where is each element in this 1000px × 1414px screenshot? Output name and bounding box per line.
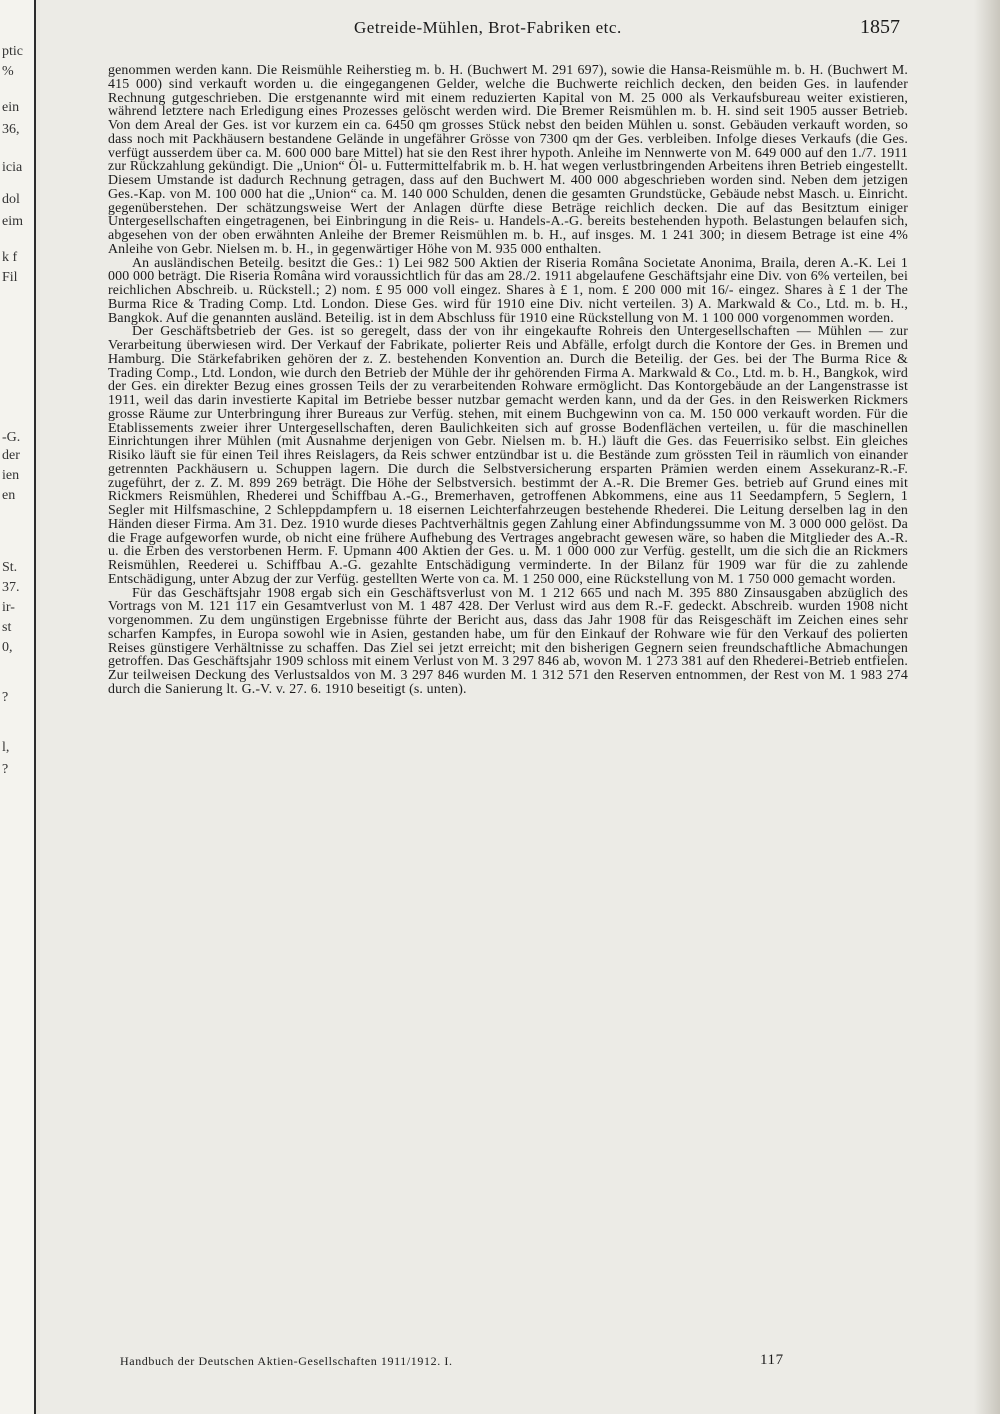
page-number: 1857 <box>860 16 900 38</box>
paragraph: genommen werden kann. Die Reismühle Reiherstieg m. b. H. (Buchwert M. 291 697), sowie die Hansa-Reismühle m. b. H. (Buchwert M. 415 000) sind verkauft worden u. die eingegangenen Gelder, welche die Buchwerte reichlich decken, den beiden Ges. in laufender Rechnung gutgeschrieben. Die erstgenannte wird mit einem reduzierten Kapital von M. 25 000 als Verkaufsbureau weiter existieren, während letztere nach Erledigung eines Prozesses gelöscht werden wird. Die Bremer Reismühlen m. b. H. sind seit 1905 ausser Betrieb. Von dem Areal der Ges. ist vor kurzem ein ca. 6450 qm grosses Stück nebst den beiden Mühlen u. sonst. Gebäuden verkauft worden, so dass noch mit Packhäusern bestandene Gelände in ungefährer Grösse von 7300 qm der Ges. verbleiben. Infolge dieses Verkaufs (die Ges. verfügt ausserdem über ca. M. 600 000 bare Mittel) hat sie den Rest ihrer hypoth. Anleihe im Nennwerte von M. 649 000 auf den 1./7. 1911 zur Rückzahlung gekündigt. Die „Union“ Öl- u. Futtermittelfabrik m. b. H. hat wegen verlustbringenden Arbeitens ihren Betrieb eingestellt. Diesem Umstande ist dadurch Rechnung getragen, dass auf den Buchwert M. 400 000 abgeschrieben worden sind. Neben dem jetzigen Ges.-Kap. von M. 100 000 hat die „Union“ ca. M. 140 000 Schulden, denen die gesamten Grundstücke, Gebäude nebst Masch. u. Einricht. gegenüberstehen. Der schätzungsweise Wert der Anlagen dürfte diese Beträge reichlich decken. Die auf das Besitztum einiger Untergesellschaften eingetragenen, bei Einbringung in die Reis- u. Handels-A.-G. bereits bestehenden hypoth. Belastungen belaufen sich, abgesehen von der oben erwähnten Anleihe der Bremer Reismühlen m. b. H., auf insges. M. 1 241 300; in diesem Betrage ist eine 4% Anleihe von Gebr. Nielsen m. b. H., in gegenwärtiger Höhe von M. 935 000 enthalten. <box>108 63 908 257</box>
margin-fragment: ? <box>2 762 9 777</box>
body-text <box>108 64 908 697</box>
margin-fragment: der <box>2 448 20 463</box>
margin-fragment: ir- <box>2 600 15 615</box>
margin-fragment: eim <box>2 214 23 229</box>
margin-fragment: 37. <box>2 580 20 595</box>
margin-fragment: ien <box>2 468 20 483</box>
document-page <box>40 0 980 1414</box>
paragraph: Für das Geschäftsjahr 1908 ergab sich ein Geschäftsverlust von M. 1 212 665 und nach M. 395 880 Zinsausgaben abzüglich des Vortrags von M. 121 117 ein Gesamtverlust von M. 1 487 428. Der Verlust wird aus dem R.-F. gedeckt. Abschreib. wurden 1908 nicht vorgenommen. Zu dem ungünstigen Ergebnisse führte der Bericht aus, dass das Jahr 1908 für das Reisgeschäft im Zeichen eines sehr scharfen Kampfes, in Europa sowohl wie in Asien, gestanden habe, um für den Einkauf der Rohware wie für den Verkauf des polierten Reises günstigere Verhältnisse zu schaffen. Das Ziel sei jetzt erreicht; mit den bisherigen Gegnern seien freundschaftliche Abmachungen getroffen. Das Geschäftsjahr 1909 schloss mit einem Verlust von M. 3 297 846 ab, wovon M. 1 273 381 auf den Rhederei-Betrieb entfielen. Zur teilweisen Deckung des Verlustsaldos von M. 3 297 846 wurden M. 1 312 571 den Reserven entnommen, der Rest von M. 1 983 274 durch die Sanierung lt. G.-V. v. 27. 6. 1910 beseitigt (s. unten). <box>108 585 908 697</box>
margin-fragment: st <box>2 620 12 635</box>
margin-fragment: 0, <box>2 640 13 655</box>
margin-fragment: ptic <box>2 44 23 59</box>
margin-fragment: % <box>2 64 14 79</box>
page-footer <box>120 1354 840 1369</box>
margin-fragment: St. <box>2 560 18 575</box>
margin-fragment: en <box>2 488 16 503</box>
margin-fragment: -G. <box>2 430 21 445</box>
adjacent-page-margin <box>0 0 36 1414</box>
paragraph: Der Geschäftsbetrieb der Ges. ist so geregelt, dass der von ihr eingekaufte Rohreis den Untergesellschaften — Mühlen — zur Verarbeitung überwiesen wird. Der Verkauf der Fabrikate, polierter Reis und Abfälle, erfolgt durch die Kontore der Ges. in Bremen und Hamburg. Die Stärkefabriken gehören der z. Z. bestehenden Konvention an. Durch die Beteilig. der Ges. bei der The Burma Rice & Trading Comp., Ltd. London, wie durch den Betrieb der Mühle der ihr gehörenden Firma A. Markwald & Co., Ltd. m. b. H., Bangkok, wird der Ges. ein direkter Bezug eines grossen Teils der zu verarbeitenden Rohware ermöglicht. Das Kontorgebäude an der Langenstrasse ist 1911, weil das darin investierte Kapital im Betriebe besser nutzbar gemacht werden kann, und da der Ges. in den Reiswerken Rickmers grosse Räume zur Unterbringung ihrer Bureaus zur Verfüg. stehen, mit einem Buchgewinn von ca. M. 150 000 verkauft worden. Für die Etablissements zweier ihrer Untergesellschaften, deren Baulichkeiten sich auf grosse Bodenflächen verteilen, u. für die maschinellen Einrichtungen ihrer Mühlen (mit Ausnahme derjenigen von Gebr. Nielsen m. b. H.) läuft die Ges. das Feuerrisiko selbst. Ein gleiches Risiko läuft sie für einen Teil ihres Reislagers, da Reis schwer entzündbar ist u. die Bestände zum grössten Teil in räumlich von einander getrennten Packhäusern u. Schuppen lagern. Die durch die Selbstversicherung ersparten Prämien werden einem Assekuranz-R.-F. zugeführt, der z. Z. M. 899 269 beträgt. Die Höhe der Selbstversich. bestimmt der A.-R. Die Bremer Ges. betrieb auf Grund eines mit Rickmers Reismühlen, Rhederei und Schiffbau A.-G., Bremerhaven, getroffenen Abkommens, eine aus 11 Seedampfern, 5 Seglern, 1 Segler mit Hilfsmaschine, 2 Schleppdampfern u. 18 eisernen Leichterfahrzeugen bestehende Rhederei. Die Leitung derselben lag in den Händen dieser Firma. Am 31. Dez. 1910 wurde dieses Pachtverhältnis gegen Zahlung einer Abfindungssumme von M. 3 000 000 gelöst. Da die Frage aufgeworfen wurde, ob nicht eine frühere Aufhebung des Vertrages angebracht gewesen wäre, so haben die Mitglieder des A.-R. u. die Erben des verstorbenen Herm. F. Upmann 400 Aktien der Ges. u. M. 1 000 000 zur Verfüg. gestellt, um die sich die an Rickmers Reismühlen, Reederei u. Schiffbau A.-G. gezahlte Entschädigung verminderte. In der Bilanz für 1909 war für die zu zahlende Entschädigung, unter Abzug der zur Verfüg. gestellten Werte von ca. M. 1 250 000, eine Rückstellung von M. 1 750 000 gemacht worden. <box>108 324 908 587</box>
running-head: Getreide-Mühlen, Brot-Fabriken etc. <box>354 18 622 37</box>
footer-folio: 117 <box>760 1352 784 1368</box>
margin-fragment: l, <box>2 740 10 755</box>
page-edge-shadow <box>974 0 1000 1414</box>
margin-fragment: ? <box>2 690 9 705</box>
margin-fragment: Fil <box>2 270 18 285</box>
margin-fragment: ein <box>2 100 20 115</box>
margin-fragment: dol <box>2 192 20 207</box>
margin-fragment: k f <box>2 250 18 265</box>
paragraph: An ausländischen Beteilg. besitzt die Ges.: 1) Lei 982 500 Aktien der Riseria Româna Societate Anonima, Braila, deren A.-K. Lei 1 000 000 beträgt. Die Riseria Româna wird voraussichtlich für das am 28./2. 1911 abgelaufene Geschäftsjahr eine Div. von 6% verteilen, bei reichlichen Abschreib. u. Rückstell.; 2) nom. £ 95 000 voll eingez. Shares à £ 1, nom. £ 200 000 mit 16/- eingez. Shares à £ 1 der The Burma Rice & Trading Comp. Ltd. London. Diese Ges. wird für 1910 eine Div. nicht verteilen. 3) A. Markwald & Co., Ltd. m. b. H., Bangkok. Auf die genannten ausländ. Beteilig. ist in dem Abschluss für 1910 eine Rückstellung von M. 1 100 000 vorgenommen worden. <box>108 255 908 326</box>
margin-fragment: 36, <box>2 122 20 137</box>
footer-source: Handbuch der Deutschen Aktien-Gesellschaften 1911/1912. I. <box>120 1354 453 1368</box>
margin-fragment: icia <box>2 160 23 175</box>
